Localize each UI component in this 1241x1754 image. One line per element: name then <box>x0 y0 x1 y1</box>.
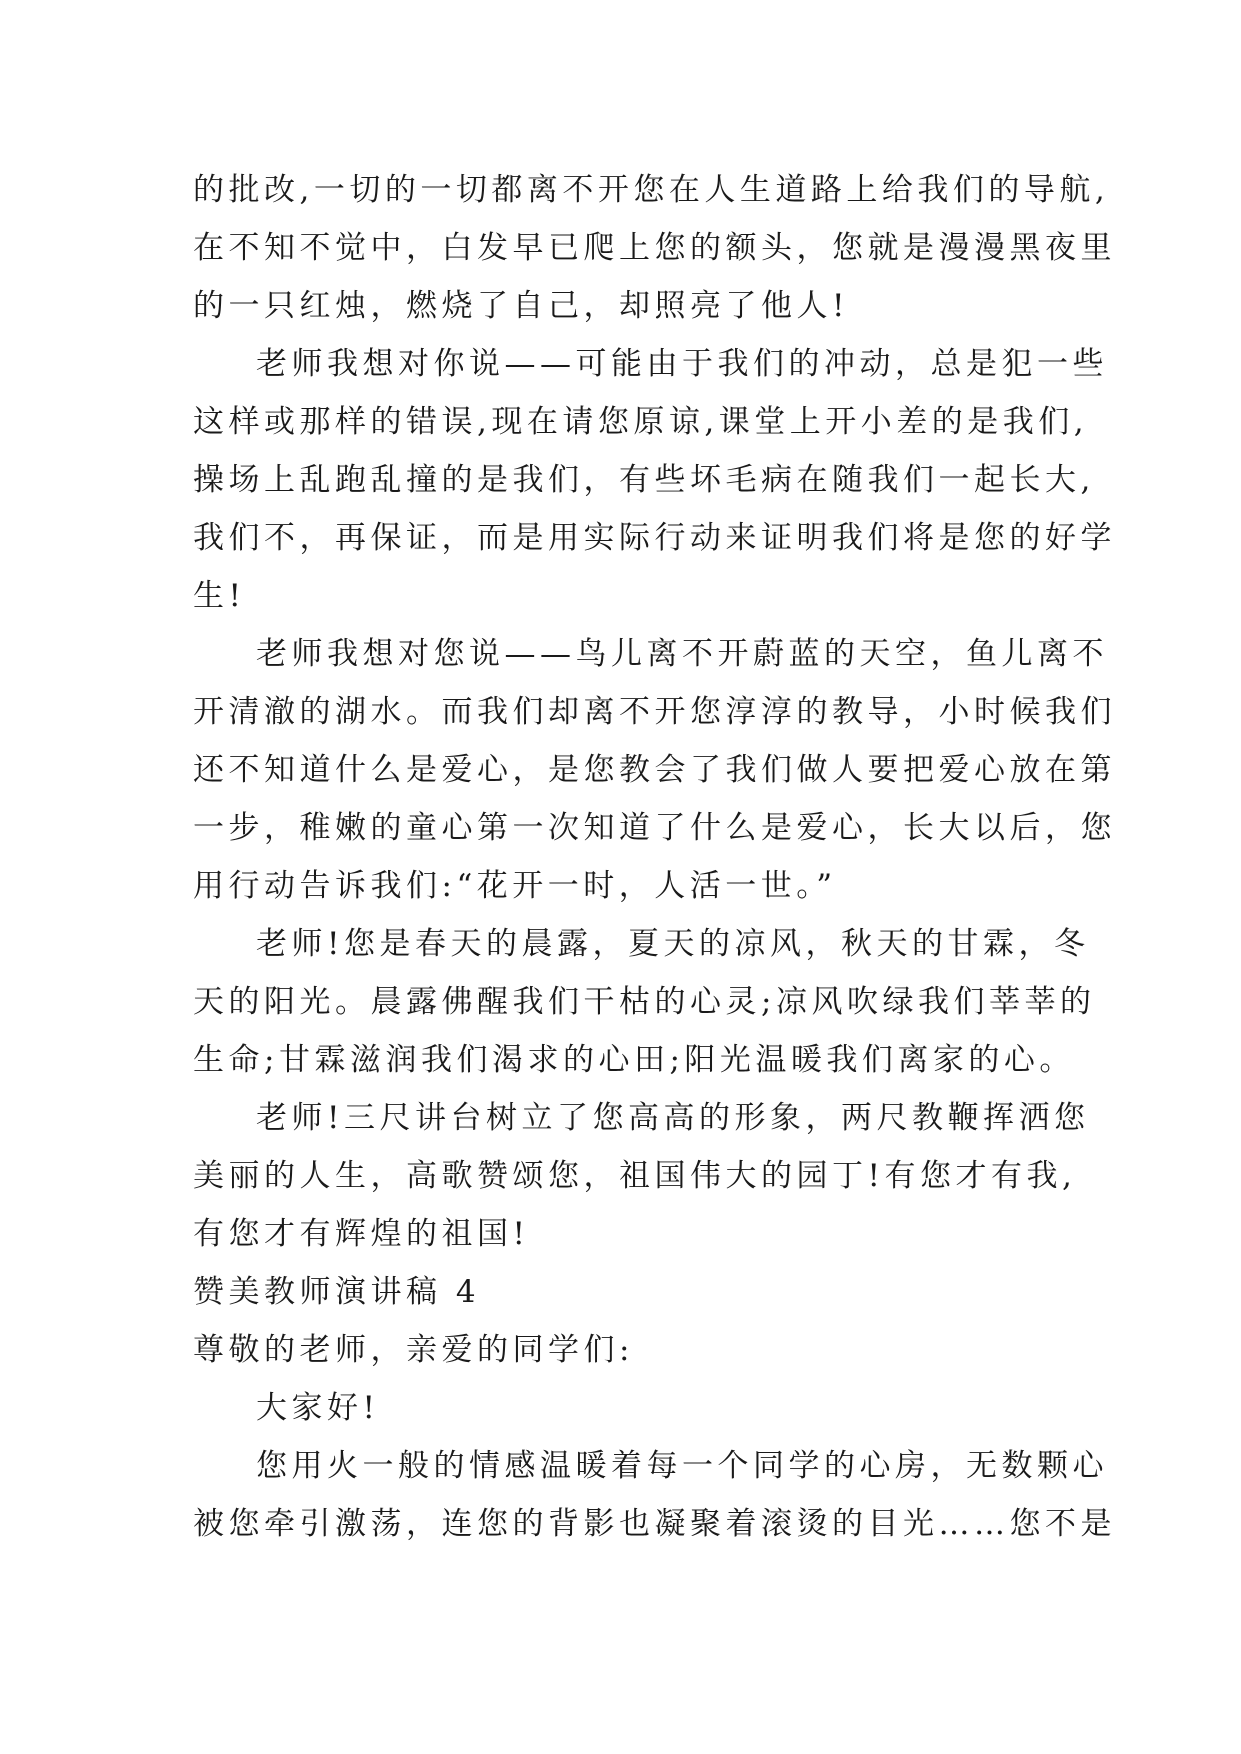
text-line: 美丽的人生，高歌赞颂您，祖国伟大的园丁!有您才有我, <box>193 1158 1077 1194</box>
text-line: 的批改,一切的一切都离不开您在人生道路上给我们的导航, <box>193 172 1110 208</box>
text-line: 有您才有辉煌的祖国! <box>193 1216 530 1252</box>
text-line: 生! <box>193 578 246 614</box>
text-line: 被您牵引激荡，连您的背影也凝聚着滚烫的目光……您不是 <box>193 1506 1116 1542</box>
section-heading: 赞美教师演讲稿 4 <box>193 1274 481 1310</box>
paragraph-first-line: 老师我想对你说——可能由于我们的冲动，总是犯一些 <box>256 346 1108 382</box>
paragraph-first-line: 老师!您是春天的晨露，夏天的凉风，秋天的甘霖，冬 <box>256 926 1090 962</box>
paragraph-first-line: 老师!三尺讲台树立了您高高的形象，两尺教鞭挥洒您 <box>256 1100 1090 1136</box>
greeting: 大家好! <box>256 1390 380 1426</box>
text-line: 还不知道什么是爱心，是您教会了我们做人要把爱心放在第 <box>193 752 1116 788</box>
text-line: 用行动告诉我们:“花开一时，人活一世。” <box>193 868 837 904</box>
text-line: 天的阳光。晨露佛醒我们干枯的心灵;凉风吹绿我们莘莘的 <box>193 984 1096 1020</box>
text-line: 一步，稚嫩的童心第一次知道了什么是爱心，长大以后，您 <box>193 810 1116 846</box>
text-line: 我们不，再保证，而是用实际行动来证明我们将是您的好学 <box>193 520 1116 556</box>
text-line: 在不知不觉中，白发早已爬上您的额头，您就是漫漫黑夜里 <box>193 230 1116 266</box>
paragraph-first-line: 您用火一般的情感温暖着每一个同学的心房，无数颗心 <box>256 1448 1108 1484</box>
salutation: 尊敬的老师，亲爱的同学们: <box>193 1332 634 1368</box>
text-line: 开清澈的湖水。而我们却离不开您淳淳的教导，小时候我们 <box>193 694 1116 730</box>
paragraph-first-line: 老师我想对您说——鸟儿离不开蔚蓝的天空，鱼儿离不 <box>256 636 1108 672</box>
text-line: 操场上乱跑乱撞的是我们，有些坏毛病在随我们一起长大, <box>193 462 1095 498</box>
text-line: 这样或那样的错误,现在请您原谅,课堂上开小差的是我们, <box>193 404 1089 440</box>
text-line: 的一只红烛，燃烧了自己，却照亮了他人! <box>193 288 849 324</box>
text-line: 生命;甘霖滋润我们渴求的心田;阳光温暖我们离家的心。 <box>193 1042 1075 1078</box>
